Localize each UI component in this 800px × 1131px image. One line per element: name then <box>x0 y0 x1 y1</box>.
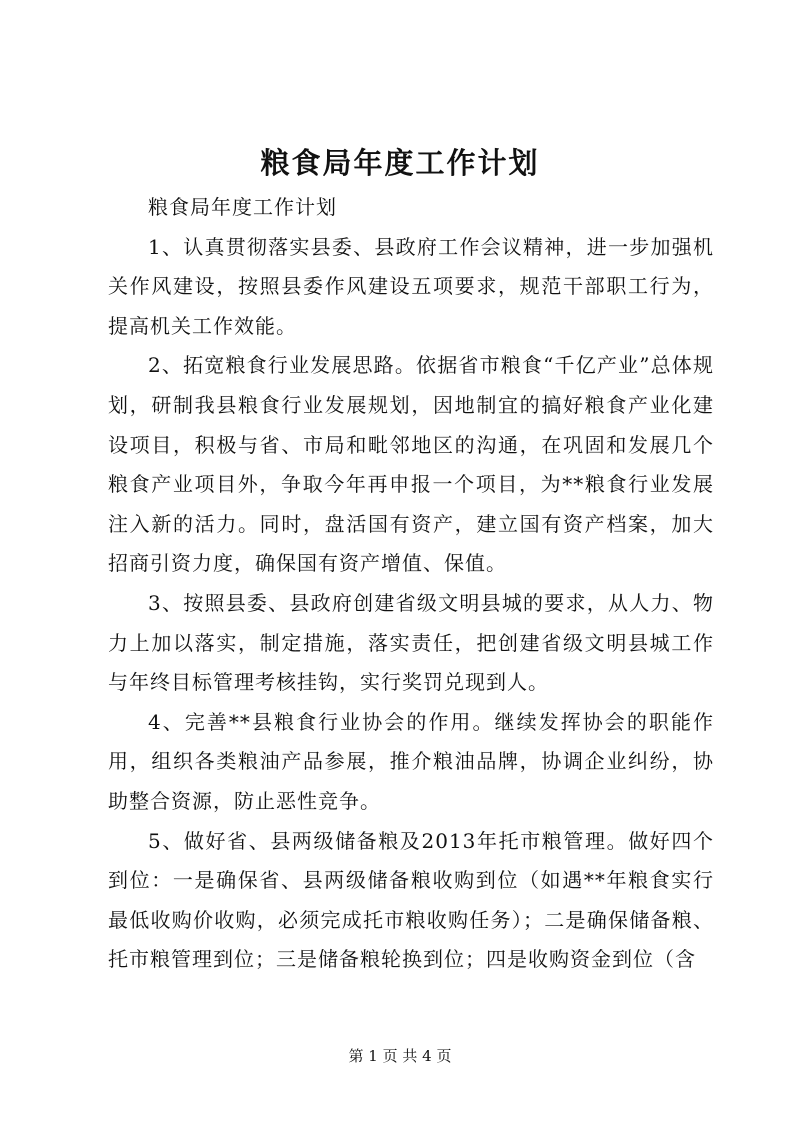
paragraph-item-1: 1、认真贯彻落实县委、县政府工作会议精神，进一步加强机关作风建设，按照县委作风建设五项要求，规范干部职工行为，提高机关工作效能。 <box>108 234 714 338</box>
paragraph-subtitle: 粮食局年度工作计划 <box>148 195 337 219</box>
paragraph-item-5: 5、做好省、县两级储备粮及2013年托市粮管理。做好四个到位：一是确保省、县两级储备粮收购到位（如遇**年粮食实行最低收购价收购，必须完成托市粮收购任务）；二是确保储备粮、托市粮管理到位；三是储备粮轮换到位；四是收购资金到位（含 <box>108 828 714 972</box>
paragraph-item-2: 2、拓宽粮食行业发展思路。依据省市粮食“千亿产业”总体规划，研制我县粮食行业发展规划，因地制宜的搞好粮食产业化建设项目，积极与省、市局和毗邻地区的沟通，在巩固和发展几个粮食产业项目外，争取今年再申报一个项目，为**粮食行业发展注入新的活力。同时，盘活国有资产，建立国有资产档案，加大招商引资力度，确保国有资产增值、保值。 <box>108 353 714 576</box>
paragraph-item-4: 4、完善**县粮食行业协会的作用。继续发挥协会的职能作用，组织各类粮油产品参展，推介粮油品牌，协调企业纠纷，协助整合资源，防止恶性竞争。 <box>108 709 714 813</box>
paragraph-item-3: 3、按照县委、县政府创建省级文明县城的要求，从人力、物力上加以落实，制定措施，落实责任，把创建省级文明县城工作与年终目标管理考核挂钩，实行奖罚兑现到人。 <box>108 590 714 695</box>
page-number-footer: 第 1 页 共 4 页 <box>348 1047 452 1065</box>
document-body <box>108 188 714 980</box>
document-title: 粮食局年度工作计划 <box>260 146 540 180</box>
